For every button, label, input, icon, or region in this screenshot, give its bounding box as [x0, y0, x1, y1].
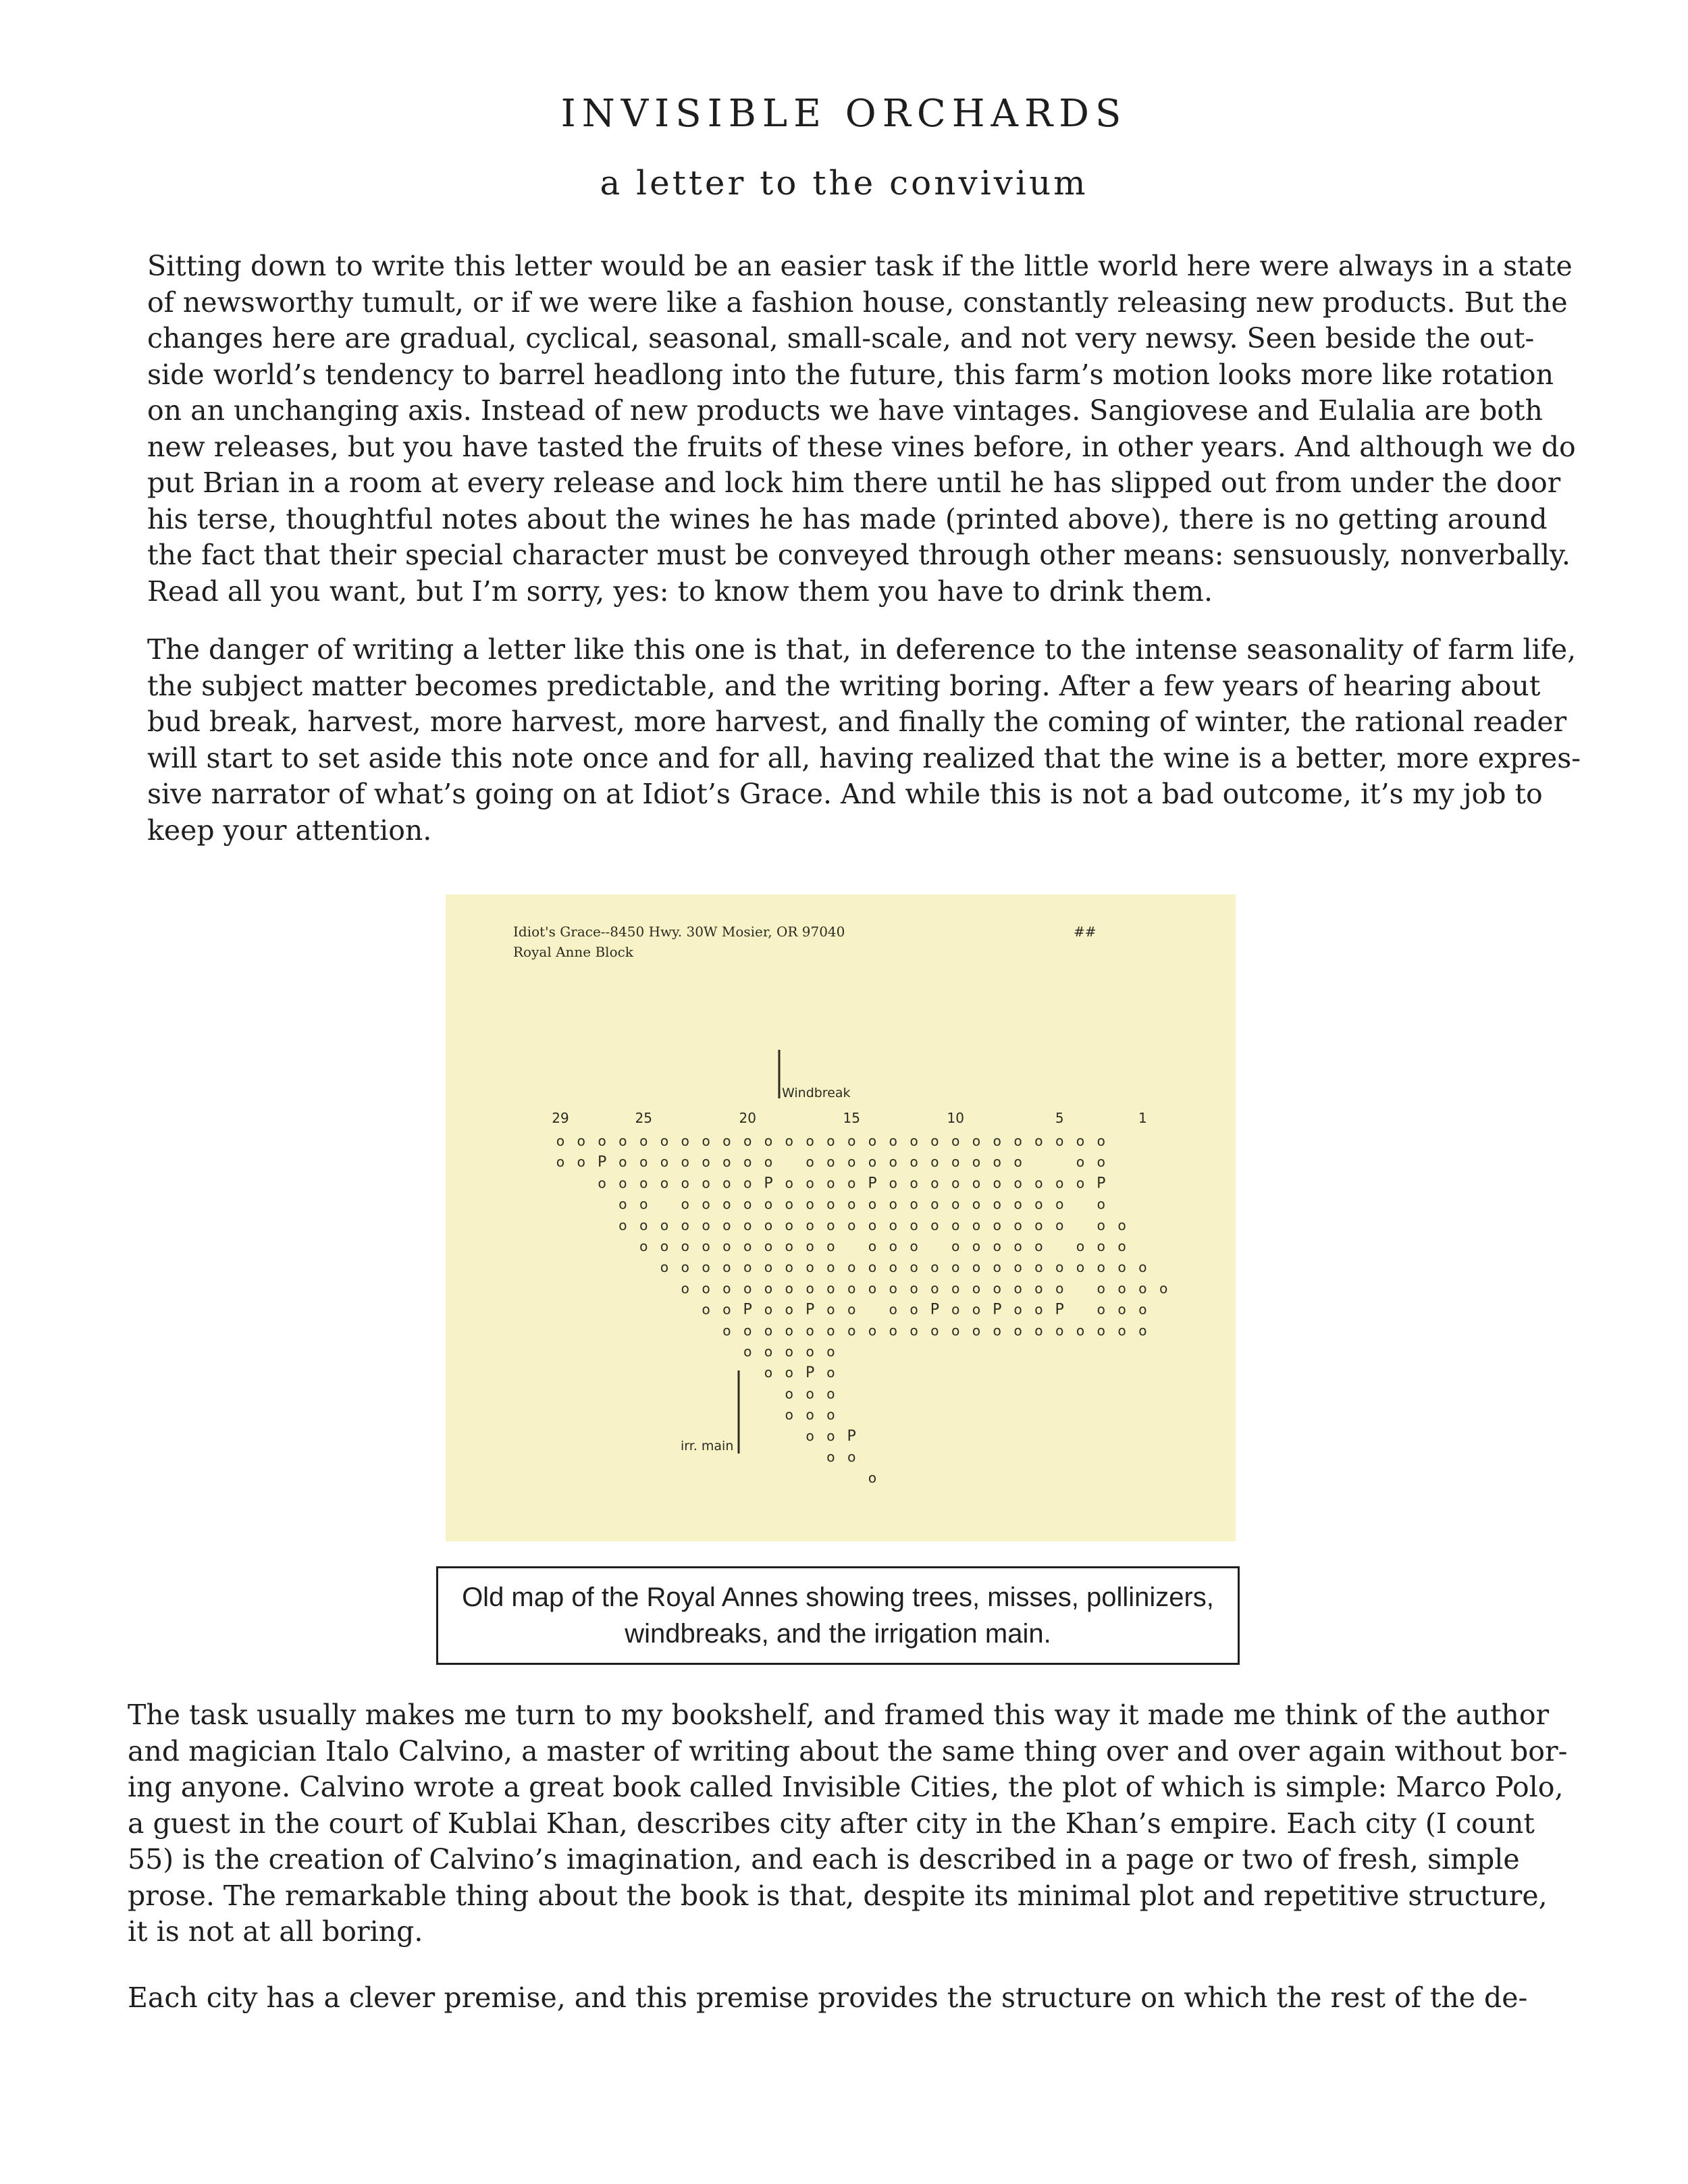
tree-mark: o — [806, 1280, 814, 1297]
tree-mark: o — [764, 1259, 773, 1276]
tree-mark: o — [681, 1280, 689, 1297]
paragraph-line: a guest in the court of Kublai Khan, describes city after city in the Khan’s empire. Each city (I count — [128, 1807, 1535, 1840]
tree-mark: o — [909, 1175, 918, 1192]
tree-mark: o — [1013, 1259, 1022, 1276]
tree-mark: o — [785, 1301, 793, 1318]
pollinizer-tree: P — [930, 1301, 940, 1319]
tree-mark: o — [743, 1238, 752, 1254]
tree-mark: o — [847, 1301, 856, 1318]
tree-mark: o — [722, 1301, 731, 1318]
tree-mark: o — [972, 1154, 981, 1171]
tree-mark: o — [681, 1259, 689, 1276]
tree-mark: o — [951, 1259, 960, 1276]
tree-mark: o — [993, 1217, 1001, 1233]
paragraph-line: The task usually makes me turn to my bookshelf, and framed this way it made me think of the author — [128, 1699, 1550, 1731]
tree-mark: o — [951, 1217, 960, 1233]
tree-mark: o — [598, 1133, 606, 1149]
tree-mark: o — [722, 1322, 731, 1339]
map-block-name: Royal Anne Block — [513, 944, 633, 960]
tree-mark: o — [785, 1133, 793, 1149]
tree-mark: o — [972, 1322, 981, 1339]
tree-mark: o — [1076, 1133, 1085, 1149]
tree-mark: o — [702, 1217, 710, 1233]
tree-mark: o — [743, 1196, 752, 1213]
tree-mark: o — [909, 1280, 918, 1297]
tree-mark: o — [806, 1175, 814, 1192]
tree-mark: o — [743, 1322, 752, 1339]
tree-mark: o — [826, 1133, 835, 1149]
tree-mark: o — [826, 1217, 835, 1233]
tree-mark: o — [930, 1196, 939, 1213]
tree-mark: o — [1138, 1301, 1147, 1318]
tree-mark: o — [681, 1133, 689, 1149]
tree-mark: o — [764, 1322, 773, 1339]
tree-mark: o — [1013, 1154, 1022, 1171]
tree-mark: o — [764, 1280, 773, 1297]
tree-mark: o — [1138, 1322, 1147, 1339]
tree-mark: o — [660, 1154, 669, 1171]
tree-mark: o — [1117, 1280, 1126, 1297]
tree-mark: o — [868, 1133, 877, 1149]
tree-mark: o — [1097, 1322, 1105, 1339]
tree-mark: o — [618, 1175, 627, 1192]
tree-mark: o — [764, 1343, 773, 1360]
paragraph-line: prose. The remarkable thing about the book is that, despite its minimal plot and repetitive structure, — [128, 1879, 1548, 1912]
tree-mark: o — [847, 1322, 856, 1339]
tree-mark: o — [889, 1154, 897, 1171]
tree-mark: o — [972, 1196, 981, 1213]
irrigation-main-label: irr. main — [681, 1439, 734, 1454]
paragraph-line: keep your attention. — [147, 814, 432, 847]
tree-mark: o — [993, 1133, 1001, 1149]
tree-mark: o — [847, 1449, 856, 1465]
tree-mark: o — [909, 1154, 918, 1171]
tree-mark: o — [909, 1238, 918, 1254]
tree-mark: o — [764, 1364, 773, 1381]
tree-mark: o — [785, 1343, 793, 1360]
tree-mark: o — [951, 1301, 960, 1318]
tree-mark: o — [889, 1175, 897, 1192]
tree-mark: o — [972, 1133, 981, 1149]
tree-mark: o — [951, 1280, 960, 1297]
orchard-map-figure — [446, 895, 1236, 1541]
tree-mark: o — [806, 1154, 814, 1171]
tree-mark: o — [1013, 1301, 1022, 1318]
tree-mark: o — [764, 1133, 773, 1149]
tree-mark: o — [556, 1154, 565, 1171]
tree-mark: o — [1034, 1217, 1043, 1233]
tree-mark: o — [722, 1175, 731, 1192]
tree-mark: o — [930, 1217, 939, 1233]
tree-mark: o — [930, 1259, 939, 1276]
tree-mark: o — [972, 1217, 981, 1233]
tree-mark: o — [743, 1133, 752, 1149]
tree-mark: o — [909, 1196, 918, 1213]
tree-mark: o — [743, 1259, 752, 1276]
paragraph-line: side world’s tendency to barrel headlong into the future, this farm’s motion looks more like rotation — [147, 358, 1554, 391]
tree-mark: o — [889, 1280, 897, 1297]
tree-mark: o — [993, 1259, 1001, 1276]
paragraph-line: will start to set aside this note once and for all, having realized that the wine is a better, more expres- — [147, 741, 1581, 774]
paragraph-line: Each city has a clever premise, and this premise provides the structure on which the rest of the de- — [128, 1981, 1528, 2014]
tree-mark: o — [702, 1196, 710, 1213]
tree-mark: o — [743, 1280, 752, 1297]
tree-mark: o — [764, 1217, 773, 1233]
tree-mark: o — [681, 1154, 689, 1171]
paragraph-line: sive narrator of what’s going on at Idiot’s Grace. And while this is not a bad outcome, it’s my job to — [147, 778, 1543, 810]
tree-mark: o — [660, 1133, 669, 1149]
tree-mark: o — [722, 1196, 731, 1213]
tree-mark: o — [993, 1238, 1001, 1254]
tree-mark: o — [1076, 1322, 1085, 1339]
tree-mark: o — [1097, 1133, 1105, 1149]
paragraph-line: ing anyone. Calvino wrote a great book called Invisible Cities, the plot of which is simple: Marco Polo, — [128, 1771, 1564, 1803]
tree-mark: o — [785, 1259, 793, 1276]
tree-mark: o — [618, 1196, 627, 1213]
map-address: Idiot's Grace--8450 Hwy. 30W Mosier, OR 97040 — [513, 924, 845, 940]
tree-mark: o — [702, 1175, 710, 1192]
tree-mark: o — [722, 1280, 731, 1297]
tree-mark: o — [598, 1175, 606, 1192]
tree-mark: o — [826, 1406, 835, 1423]
tree-mark: o — [681, 1175, 689, 1192]
tree-mark: o — [972, 1259, 981, 1276]
paragraph-line: on an unchanging axis. Instead of new products we have vintages. Sangiovese and Eulalia are both — [147, 394, 1543, 427]
paragraph-line: Sitting down to write this letter would be an easier task if the little world here were always in a state — [147, 250, 1573, 282]
caption-line-1: Old map of the Royal Annes showing trees, misses, pollinizers, — [462, 1582, 1214, 1612]
pollinizer-tree: P — [993, 1301, 1002, 1319]
tree-mark: o — [1013, 1238, 1022, 1254]
tree-mark: o — [806, 1343, 814, 1360]
tree-mark: o — [951, 1175, 960, 1192]
tree-mark: o — [806, 1385, 814, 1402]
pollinizer-tree: P — [805, 1301, 815, 1319]
tree-mark: o — [1055, 1259, 1064, 1276]
column-number: 5 — [1055, 1110, 1064, 1126]
tree-mark: o — [868, 1196, 877, 1213]
tree-mark: o — [702, 1280, 710, 1297]
tree-mark: o — [1076, 1154, 1085, 1171]
tree-mark: o — [743, 1343, 752, 1360]
tree-mark: o — [702, 1238, 710, 1254]
tree-mark: o — [826, 1175, 835, 1192]
tree-mark: o — [1076, 1259, 1085, 1276]
tree-mark: o — [681, 1217, 689, 1233]
tree-mark: o — [1097, 1196, 1105, 1213]
tree-mark: o — [930, 1322, 939, 1339]
tree-mark: o — [889, 1259, 897, 1276]
tree-mark: o — [806, 1427, 814, 1444]
tree-mark: o — [847, 1196, 856, 1213]
tree-mark: o — [1013, 1175, 1022, 1192]
tree-mark: o — [930, 1175, 939, 1192]
pollinizer-tree: P — [847, 1427, 856, 1445]
page-subtitle: a letter to the convivium — [600, 163, 1088, 203]
paragraph-line: Read all you want, but I’m sorry, yes: to know them you have to drink them. — [147, 575, 1213, 608]
tree-mark: o — [660, 1259, 669, 1276]
tree-mark: o — [1055, 1133, 1064, 1149]
tree-mark: o — [702, 1133, 710, 1149]
tree-mark: o — [1055, 1217, 1064, 1233]
tree-mark: o — [785, 1196, 793, 1213]
tree-mark: o — [1097, 1238, 1105, 1254]
paragraph-line: his terse, thoughtful notes about the wines he has made (printed above), there is no getting around — [147, 502, 1548, 535]
tree-mark: o — [889, 1301, 897, 1318]
tree-mark: o — [681, 1238, 689, 1254]
tree-mark: o — [847, 1217, 856, 1233]
tree-mark: o — [1034, 1133, 1043, 1149]
tree-mark: o — [577, 1133, 585, 1149]
tree-mark: o — [1013, 1196, 1022, 1213]
paragraph-4 — [128, 1980, 1527, 2017]
paragraph-line: 55) is the creation of Calvino’s imagination, and each is described in a page or two of fresh, simple — [128, 1843, 1520, 1875]
tree-mark: o — [785, 1406, 793, 1423]
tree-mark: o — [1013, 1217, 1022, 1233]
paragraph-line: The danger of writing a letter like this one is that, in deference to the intense seasonality of farm life, — [147, 633, 1577, 666]
paragraph-line: the fact that their special character must be conveyed through other means: sensuously, nonverbally. — [147, 539, 1571, 571]
tree-mark: o — [826, 1449, 835, 1465]
tree-mark: o — [743, 1217, 752, 1233]
tree-mark: o — [1034, 1259, 1043, 1276]
tree-mark: o — [556, 1133, 565, 1149]
tree-mark: o — [1097, 1301, 1105, 1318]
tree-mark: o — [743, 1175, 752, 1192]
tree-mark: o — [889, 1322, 897, 1339]
tree-mark: o — [785, 1175, 793, 1192]
tree-mark: o — [847, 1133, 856, 1149]
tree-mark: o — [639, 1238, 648, 1254]
tree-mark: o — [1055, 1175, 1064, 1192]
tree-mark: o — [806, 1238, 814, 1254]
tree-mark: o — [847, 1259, 856, 1276]
tree-mark: o — [993, 1196, 1001, 1213]
tree-mark: o — [972, 1280, 981, 1297]
tree-mark: o — [826, 1322, 835, 1339]
tree-mark: o — [889, 1217, 897, 1233]
tree-mark: o — [993, 1175, 1001, 1192]
tree-mark: o — [722, 1259, 731, 1276]
tree-mark: o — [785, 1280, 793, 1297]
pollinizer-tree: P — [805, 1364, 815, 1382]
tree-mark: o — [660, 1175, 669, 1192]
tree-mark: o — [1034, 1280, 1043, 1297]
column-number: 20 — [739, 1110, 756, 1126]
tree-mark: o — [785, 1322, 793, 1339]
tree-mark: o — [785, 1385, 793, 1402]
tree-mark: o — [764, 1196, 773, 1213]
tree-mark: o — [639, 1133, 648, 1149]
tree-mark: o — [826, 1280, 835, 1297]
tree-mark: o — [868, 1238, 877, 1254]
paragraph-line: bud break, harvest, more harvest, more harvest, and finally the coming of winter, the rational reader — [147, 705, 1567, 738]
paragraph-line: new releases, but you have tasted the fruits of these vines before, in other years. And although we do — [147, 430, 1576, 463]
tree-mark: o — [702, 1154, 710, 1171]
tree-mark: o — [618, 1217, 627, 1233]
tree-mark: o — [618, 1154, 627, 1171]
tree-mark: o — [618, 1133, 627, 1149]
tree-mark: o — [1034, 1322, 1043, 1339]
tree-mark: o — [1034, 1238, 1043, 1254]
tree-mark: o — [951, 1196, 960, 1213]
pollinizer-tree: P — [868, 1175, 877, 1192]
tree-mark: o — [702, 1259, 710, 1276]
tree-mark: o — [764, 1154, 773, 1171]
tree-mark: o — [806, 1406, 814, 1423]
figure-caption — [436, 1566, 1240, 1665]
tree-mark: o — [868, 1259, 877, 1276]
tree-mark: o — [1076, 1238, 1085, 1254]
caption-line-2: windbreaks, and the irrigation main. — [625, 1619, 1051, 1649]
tree-mark: o — [951, 1133, 960, 1149]
tree-mark: o — [1097, 1259, 1105, 1276]
paragraph-2 — [147, 632, 1581, 849]
paragraph-line: put Brian in a room at every release and lock him there until he has slipped out from under the door — [147, 467, 1561, 499]
tree-mark: o — [826, 1238, 835, 1254]
tree-mark: o — [930, 1133, 939, 1149]
page-title: INVISIBLE ORCHARDS — [560, 92, 1128, 136]
paragraph-1 — [147, 248, 1576, 610]
tree-mark: o — [806, 1217, 814, 1233]
pollinizer-tree: P — [1097, 1175, 1106, 1192]
tree-mark: o — [909, 1322, 918, 1339]
tree-mark: o — [868, 1280, 877, 1297]
tree-mark: o — [972, 1238, 981, 1254]
tree-mark: o — [639, 1175, 648, 1192]
tree-mark: o — [785, 1217, 793, 1233]
tree-mark: o — [722, 1238, 731, 1254]
tree-mark: o — [847, 1175, 856, 1192]
tree-mark: o — [847, 1280, 856, 1297]
tree-mark: o — [909, 1259, 918, 1276]
paragraph-line: the subject matter becomes predictable, and the writing boring. After a few years of hearing about — [147, 669, 1541, 702]
tree-mark: o — [1159, 1280, 1168, 1297]
tree-mark: o — [1117, 1217, 1126, 1233]
tree-mark: o — [764, 1238, 773, 1254]
tree-mark: o — [702, 1301, 710, 1318]
column-number: 10 — [947, 1110, 964, 1126]
tree-mark: o — [1097, 1217, 1105, 1233]
map-corner-mark: ## — [1074, 924, 1097, 940]
column-number-row — [552, 1110, 1146, 1126]
tree-mark: o — [909, 1133, 918, 1149]
paragraph-line: it is not at all boring. — [128, 1915, 423, 1948]
tree-mark: o — [764, 1301, 773, 1318]
tree-mark: o — [889, 1133, 897, 1149]
tree-mark: o — [951, 1154, 960, 1171]
tree-mark: o — [868, 1322, 877, 1339]
tree-mark: o — [639, 1196, 648, 1213]
pollinizer-tree: P — [764, 1175, 773, 1192]
tree-mark: o — [1076, 1175, 1085, 1192]
tree-mark: o — [993, 1154, 1001, 1171]
tree-mark: o — [826, 1385, 835, 1402]
tree-mark: o — [993, 1322, 1001, 1339]
tree-mark: o — [1034, 1175, 1043, 1192]
tree-mark: o — [889, 1238, 897, 1254]
tree-mark: o — [639, 1217, 648, 1233]
column-number: 1 — [1138, 1110, 1147, 1126]
tree-mark: o — [951, 1238, 960, 1254]
tree-mark: o — [826, 1154, 835, 1171]
tree-mark: o — [868, 1470, 877, 1487]
tree-mark: o — [660, 1217, 669, 1233]
pollinizer-tree: P — [597, 1154, 607, 1171]
tree-mark: o — [785, 1238, 793, 1254]
column-number: 29 — [552, 1110, 569, 1126]
tree-mark: o — [743, 1154, 752, 1171]
tree-mark: o — [826, 1364, 835, 1381]
tree-mark: o — [1138, 1280, 1147, 1297]
tree-mark: o — [722, 1133, 731, 1149]
tree-mark: o — [826, 1343, 835, 1360]
tree-mark: o — [1138, 1259, 1147, 1276]
tree-mark: o — [1117, 1301, 1126, 1318]
paragraph-line: and magician Italo Calvino, a master of writing about the same thing over and over again without bor- — [128, 1734, 1568, 1767]
paragraph-3 — [128, 1697, 1567, 1950]
tree-mark: o — [722, 1154, 731, 1171]
tree-mark: o — [868, 1154, 877, 1171]
tree-mark: o — [868, 1217, 877, 1233]
tree-mark: o — [1097, 1280, 1105, 1297]
tree-mark: o — [806, 1259, 814, 1276]
column-number: 25 — [635, 1110, 652, 1126]
tree-mark: o — [972, 1301, 981, 1318]
tree-mark: o — [1055, 1280, 1064, 1297]
pollinizer-tree: P — [1055, 1301, 1064, 1319]
tree-mark: o — [826, 1301, 835, 1318]
tree-mark: o — [951, 1322, 960, 1339]
tree-mark: o — [909, 1301, 918, 1318]
tree-mark: o — [826, 1196, 835, 1213]
tree-mark: o — [847, 1154, 856, 1171]
column-number: 15 — [843, 1110, 860, 1126]
tree-mark: o — [681, 1196, 689, 1213]
tree-mark: o — [1034, 1301, 1043, 1318]
tree-mark: o — [930, 1154, 939, 1171]
tree-mark: o — [785, 1364, 793, 1381]
tree-mark: o — [806, 1196, 814, 1213]
tree-mark: o — [1055, 1322, 1064, 1339]
tree-mark: o — [660, 1238, 669, 1254]
windbreak-label: Windbreak — [782, 1086, 851, 1100]
tree-mark: o — [909, 1217, 918, 1233]
tree-mark: o — [722, 1217, 731, 1233]
tree-mark: o — [972, 1175, 981, 1192]
tree-mark: o — [1055, 1196, 1064, 1213]
tree-mark: o — [1034, 1196, 1043, 1213]
tree-mark: o — [639, 1154, 648, 1171]
tree-mark: o — [806, 1133, 814, 1149]
pollinizer-tree: P — [743, 1301, 752, 1319]
tree-mark: o — [930, 1280, 939, 1297]
tree-mark: o — [1117, 1322, 1126, 1339]
tree-mark: o — [1013, 1322, 1022, 1339]
tree-mark: o — [1013, 1280, 1022, 1297]
tree-mark: o — [1117, 1259, 1126, 1276]
tree-mark: o — [826, 1259, 835, 1276]
tree-mark: o — [1117, 1238, 1126, 1254]
tree-mark: o — [806, 1322, 814, 1339]
paragraph-line: of newsworthy tumult, or if we were like a fashion house, constantly releasing new products. But the — [147, 286, 1568, 319]
tree-mark: o — [1097, 1154, 1105, 1171]
tree-mark: o — [889, 1196, 897, 1213]
tree-mark: o — [577, 1154, 585, 1171]
tree-mark: o — [826, 1427, 835, 1444]
tree-mark: o — [1013, 1133, 1022, 1149]
paragraph-line: changes here are gradual, cyclical, seasonal, small-scale, and not very newsy. Seen beside the out- — [147, 322, 1535, 354]
tree-mark: o — [993, 1280, 1001, 1297]
